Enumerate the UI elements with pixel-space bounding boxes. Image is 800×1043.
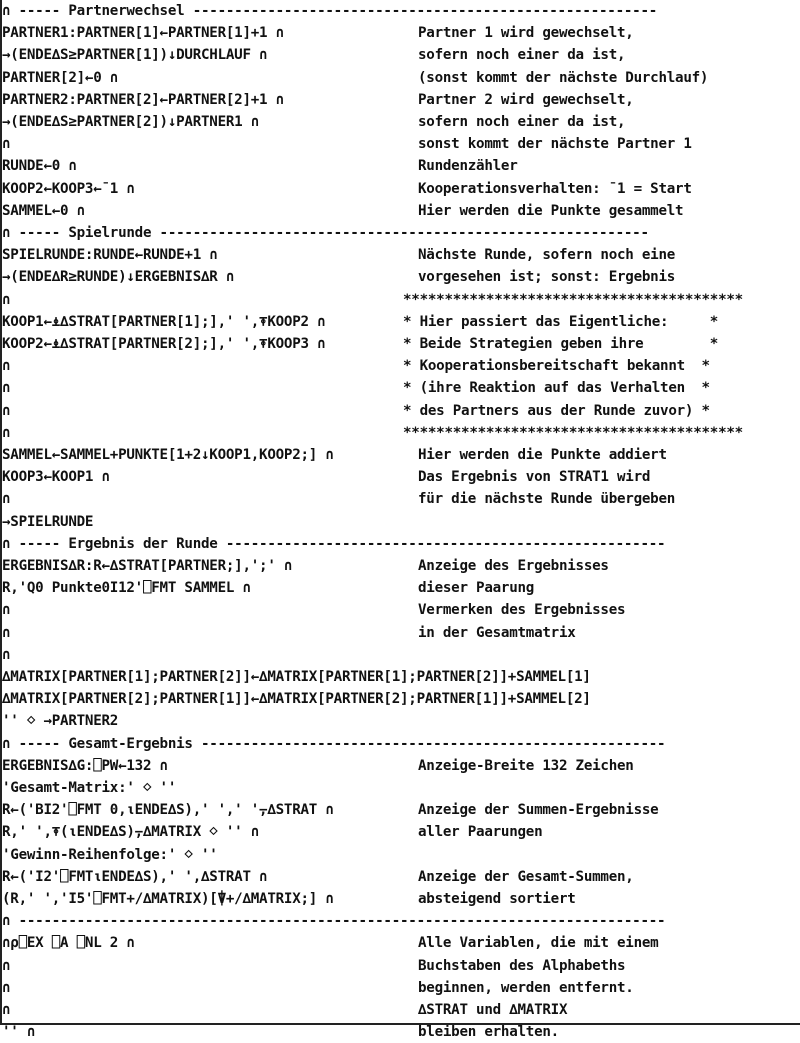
- comment-text: Anzeige der Gesamt-Summen,: [418, 868, 634, 885]
- comment-text: * (ihre Reaktion auf das Verhalten *: [403, 380, 710, 397]
- code-text: ∩: [2, 624, 11, 641]
- code-line: [2, 178, 798, 200]
- comment-text: (sonst kommt der nächste Durchlauf): [418, 69, 709, 86]
- code-text: '' ⋄ →PARTNER2: [2, 713, 119, 730]
- code-text: ∆MATRIX[PARTNER[1];PARTNER[2]]←∆MATRIX[PARTNER[1];PARTNER[2]]+SAMMEL[1]: [2, 669, 591, 685]
- code-line: [2, 710, 798, 732]
- code-line: [2, 311, 798, 333]
- code-text: SPIELRUNDE:RUNDE←RUNDE+1 ∩: [2, 247, 218, 264]
- code-text: ∩ ----- Ergebnis der Runde -----------------------------------------------------: [2, 535, 666, 552]
- code-text: →(ENDE∆S≥PARTNER[2])↓PARTNER1 ∩: [2, 114, 260, 130]
- comment-text: *****************************************: [403, 291, 743, 308]
- code-text: ∩: [2, 402, 11, 419]
- code-line: [2, 533, 798, 555]
- code-text: PARTNER2:PARTNER[2]←PARTNER[2]+1 ∩: [2, 91, 284, 108]
- code-line: [2, 89, 798, 111]
- code-text: ERGEBNIS∆R:R←∆STRAT[PARTNER;],';' ∩: [2, 558, 293, 574]
- code-text: KOOP3←KOOP1 ∩: [2, 469, 110, 486]
- comment-text: Anzeige des Ergebnisses: [418, 558, 609, 574]
- comment-text: Vermerken des Ergebnisses: [418, 602, 626, 619]
- code-line: [2, 599, 798, 621]
- code-line: [2, 67, 798, 89]
- code-line: [2, 932, 798, 954]
- code-text: 'Gesamt-Matrix:' ⋄ '': [2, 780, 177, 796]
- code-line: [2, 733, 798, 755]
- comment-text: Partner 1 wird gewechselt,: [418, 25, 634, 42]
- code-line: [2, 644, 798, 666]
- code-line: [2, 555, 798, 577]
- code-line: [2, 422, 798, 444]
- code-line: [2, 200, 798, 222]
- comment-text: beginnen, werden entfernt.: [418, 979, 634, 996]
- comment-text: Anzeige-Breite 132 Zeichen: [418, 757, 634, 774]
- comment-text: Alle Variablen, die mit einem: [418, 935, 659, 952]
- code-text: ∩: [2, 1002, 11, 1018]
- code-line: [2, 111, 798, 133]
- code-text: ERGEBNIS∆G:⎕PW←132 ∩: [2, 757, 168, 774]
- comment-text: * des Partners aus der Runde zuvor) *: [403, 402, 710, 419]
- code-text: PARTNER1:PARTNER[1]←PARTNER[1]+1 ∩: [2, 25, 284, 42]
- code-line: [2, 355, 798, 377]
- code-text: R←('BI2'⎕FMT 0,⍳ENDE∆S),' ',' '⍪∆STRAT ∩: [2, 802, 334, 819]
- code-text: KOOP1←⍎∆STRAT[PARTNER[1];],' ',⍕KOOP2 ∩: [2, 313, 326, 330]
- code-text: ∩: [2, 380, 11, 397]
- code-text: SAMMEL←0 ∩: [2, 202, 85, 219]
- code-text: ∩⍴⎕EX ⎕A ⎕NL 2 ∩: [2, 935, 135, 952]
- code-text: ∩: [2, 646, 11, 663]
- comment-text: Nächste Runde, sofern noch eine: [418, 247, 676, 264]
- code-text: ∆MATRIX[PARTNER[2];PARTNER[1]]←∆MATRIX[PARTNER[2];PARTNER[1]]+SAMMEL[2]: [2, 691, 591, 708]
- comment-text: sofern noch einer da ist,: [418, 47, 626, 64]
- comment-text: bleiben erhalten.: [418, 1024, 559, 1041]
- code-line: [2, 289, 798, 311]
- comment-text: Rundenzähler: [418, 158, 518, 175]
- code-line: [2, 133, 798, 155]
- code-line: [2, 622, 798, 644]
- code-line: [2, 799, 798, 821]
- bottom-rule: [0, 1023, 800, 1025]
- code-line: [2, 844, 798, 866]
- code-line: [2, 222, 798, 244]
- comment-text: aller Paarungen: [418, 824, 543, 841]
- code-line: [2, 777, 798, 799]
- code-line: [2, 444, 798, 466]
- code-text: SAMMEL←SAMMEL+PUNKTE[1+2↓KOOP1,KOOP2;] ∩: [2, 447, 334, 463]
- code-line: [2, 977, 798, 999]
- code-line: [2, 155, 798, 177]
- code-text: →(ENDE∆S≥PARTNER[1])↓DURCHLAUF ∩: [2, 47, 268, 64]
- code-line: [2, 244, 798, 266]
- code-text: ∩: [2, 136, 11, 153]
- comment-text: sonst kommt der nächste Partner 1: [418, 136, 692, 153]
- code-text: ∩: [2, 424, 11, 441]
- code-line: [2, 688, 798, 710]
- comment-text: Hier werden die Punkte gesammelt: [418, 202, 684, 219]
- comment-text: absteigend sortiert: [418, 891, 576, 907]
- code-text: ∩: [2, 358, 11, 375]
- code-text: ∩ ----- Spielrunde -----------------------------------------------------------: [2, 225, 649, 241]
- code-line: [2, 466, 798, 488]
- code-text: R,'Q0 Punkte0I12'⎕FMT SAMMEL ∩: [2, 580, 251, 597]
- code-text: PARTNER[2]←0 ∩: [2, 69, 119, 86]
- code-line: [2, 0, 798, 22]
- code-text: R←('I2'⎕FMT⍳ENDE∆S),' ',∆STRAT ∩: [2, 868, 268, 885]
- code-text: (R,' ','I5'⎕FMT+/∆MATRIX)[⍒+/∆MATRIX;] ∩: [2, 891, 334, 907]
- comment-text: * Hier passiert das Eigentliche: *: [403, 313, 719, 330]
- code-line: [2, 955, 798, 977]
- code-text: →SPIELRUNDE: [2, 513, 94, 530]
- code-line: [2, 266, 798, 288]
- code-line: [2, 888, 798, 910]
- code-line: [2, 22, 798, 44]
- code-line: [2, 400, 798, 422]
- code-text: ∩: [2, 602, 11, 619]
- code-line: [2, 999, 798, 1021]
- code-line: [2, 866, 798, 888]
- code-line: [2, 577, 798, 599]
- code-text: KOOP2←KOOP3←¯1 ∩: [2, 180, 135, 197]
- comment-text: Partner 2 wird gewechselt,: [418, 91, 634, 108]
- code-text: →(ENDE∆R≥RUNDE)↓ERGEBNIS∆R ∩: [2, 269, 235, 286]
- code-text: R,' ',⍕(⍳ENDE∆S)⍪∆MATRIX ⋄ '' ∩: [2, 824, 260, 841]
- comment-text: Hier werden die Punkte addiert: [418, 447, 667, 463]
- code-line: [2, 377, 798, 399]
- code-line: [2, 910, 798, 932]
- comment-text: * Kooperationsbereitschaft bekannt *: [403, 358, 710, 375]
- comment-text: für die nächste Runde übergeben: [418, 491, 676, 508]
- code-text: ∩ ------------------------------------------------------------------------------: [2, 913, 666, 930]
- code-line: [2, 755, 798, 777]
- comment-text: vorgesehen ist; sonst: Ergebnis: [418, 269, 676, 286]
- comment-text: Kooperationsverhalten: ¯1 = Start: [418, 180, 692, 197]
- comment-text: Das Ergebnis von STRAT1 wird: [418, 469, 651, 486]
- code-text: 'Gewinn-Reihenfolge:' ⋄ '': [2, 846, 218, 863]
- comment-text: Buchstaben des Alphabeths: [418, 957, 626, 974]
- code-text: RUNDE←0 ∩: [2, 158, 77, 175]
- code-line: [2, 511, 798, 533]
- code-line: [2, 821, 798, 843]
- comment-text: Anzeige der Summen-Ergebnisse: [418, 802, 659, 819]
- code-line: [2, 666, 798, 688]
- code-text: ∩: [2, 491, 11, 508]
- code-text: '' ∩: [2, 1024, 36, 1041]
- comment-text: sofern noch einer da ist,: [418, 114, 626, 130]
- comment-text: ∆STRAT und ∆MATRIX: [418, 1002, 568, 1018]
- code-text: KOOP2←⍎∆STRAT[PARTNER[2];],' ',⍕KOOP3 ∩: [2, 336, 326, 352]
- comment-text: dieser Paarung: [418, 580, 535, 597]
- code-text: ∩: [2, 291, 11, 308]
- code-text: ∩: [2, 957, 11, 974]
- comment-text: *****************************************: [403, 424, 743, 441]
- code-text: ∩ ----- Gesamt-Ergebnis --------------------------------------------------------: [2, 735, 666, 752]
- comment-text: * Beide Strategien geben ihre *: [403, 336, 719, 352]
- code-line: [2, 44, 798, 66]
- comment-text: in der Gesamtmatrix: [418, 624, 576, 641]
- code-text: ∩ ----- Partnerwechsel --------------------------------------------------------: [2, 3, 658, 19]
- code-text: ∩: [2, 979, 11, 996]
- code-line: [2, 333, 798, 355]
- code-line: [2, 488, 798, 510]
